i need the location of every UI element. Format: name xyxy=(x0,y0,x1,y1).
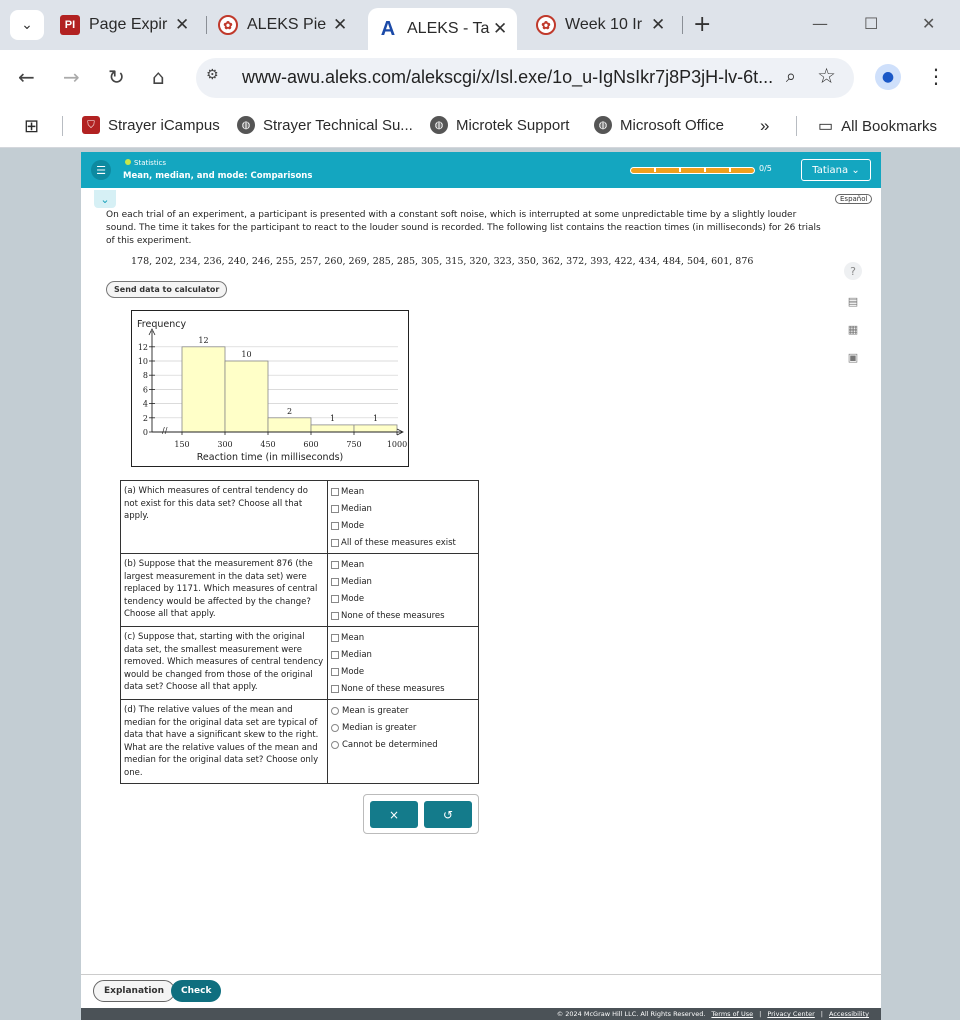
globe-icon: ◍ xyxy=(430,116,448,134)
reload-icon[interactable]: ↻ xyxy=(108,65,125,89)
x-tick-label: 300 xyxy=(217,440,233,449)
checkbox-icon[interactable] xyxy=(331,634,339,642)
histogram-bar xyxy=(182,347,225,432)
question-text: (b) Suppose that the measurement 876 (the largest measurement in the data set) were replaced by 1171. Which measures of central tendency would be affected by the change? Choose all that apply. xyxy=(121,554,328,627)
question-text: (d) The relative values of the mean and median for the original data set are typical of data that have a significant skew to the right. What are the relative values of the mean and median for the original data set? Choose only one. xyxy=(121,700,328,784)
option-label: Median xyxy=(341,649,372,660)
bookmark-microtek-support[interactable] xyxy=(430,116,569,134)
checkbox-option[interactable] xyxy=(331,556,475,573)
send-to-calculator-button[interactable]: Send data to calculator xyxy=(106,281,227,298)
question-row xyxy=(121,627,479,700)
x-tick-label: 750 xyxy=(346,440,362,449)
browser-menu-icon[interactable]: ⋮ xyxy=(926,64,946,88)
problem-statement: On each trial of an experiment, a participant is presented with a constant soft noise, which is interrupted at some unpredictable time by a slightly louder sound. The time it takes for the participant to react to the louder sound is recorded. The following list contains the reaction times (in milliseconds) for 26 trials of this experiment. xyxy=(106,210,821,246)
status-dot-icon xyxy=(125,159,131,165)
bookmark-label: Microtek Support xyxy=(456,116,570,134)
answer-options xyxy=(328,700,479,784)
answer-options xyxy=(328,627,479,700)
undo-button[interactable]: ↺ xyxy=(424,801,472,828)
window-close-icon[interactable]: ✕ xyxy=(922,14,936,33)
bookmark-label: Strayer Technical Su... xyxy=(263,116,413,134)
aleks-page xyxy=(81,152,881,1020)
bookmark-label: Microsoft Office xyxy=(620,116,724,134)
x-tick-label: 450 xyxy=(260,440,276,449)
answer-options xyxy=(328,481,479,554)
bar-value-label: 10 xyxy=(241,350,252,359)
radio-icon[interactable] xyxy=(331,707,339,715)
option-label: All of these measures exist xyxy=(341,537,456,548)
bookmarks-bar xyxy=(0,106,960,148)
bar-value-label: 2 xyxy=(286,406,293,416)
aleks-flower-icon: ✿ xyxy=(536,15,556,35)
checkbox-option[interactable] xyxy=(331,607,475,624)
close-icon[interactable]: ✕ xyxy=(175,15,190,34)
tab-aleks-pie[interactable] xyxy=(218,8,347,42)
site-info-icon[interactable]: ⚙ xyxy=(206,67,219,83)
question-row xyxy=(121,481,479,554)
axis-break-mark: // xyxy=(162,426,168,435)
data-list: 178, 202, 234, 236, 240, 246, 255, 257, 260, 269, 285, 285, 305, 315, 320, 323, 350, 362, 372, 393, 422, 434, 484, 504, 601, 876 xyxy=(131,256,754,267)
checkbox-icon[interactable] xyxy=(331,522,339,530)
option-label: Cannot be determined xyxy=(342,739,438,750)
check-button[interactable]: Check xyxy=(171,980,221,1002)
answer-actions xyxy=(363,794,479,834)
bookmark-star-icon[interactable]: ☆ xyxy=(817,64,836,88)
option-label: Median xyxy=(341,576,372,587)
option-label: Mean xyxy=(341,632,365,643)
histogram-bar xyxy=(268,418,311,432)
histogram-bar xyxy=(311,425,354,432)
radio-option[interactable] xyxy=(331,736,475,753)
new-tab-button[interactable]: + xyxy=(693,12,712,37)
checkbox-option[interactable] xyxy=(331,517,475,534)
copyright-bar: © 2024 McGraw Hill LLC. All Rights Reserved. Terms of Use | Privacy Center | Accessibility xyxy=(81,1008,881,1020)
question-text: (c) Suppose that, starting with the original data set, the smallest measurement were removed. Which measures of central tendency would be changed from those of the original data set? Choose all that apply. xyxy=(121,627,328,700)
browser-tab-strip xyxy=(0,0,960,50)
tab-label: Week 10 Ir xyxy=(565,16,643,33)
y-tick-label: 12 xyxy=(137,342,148,352)
checkbox-icon[interactable] xyxy=(331,651,339,659)
option-label: None of these measures xyxy=(341,610,445,621)
explanation-button[interactable]: Explanation xyxy=(93,980,175,1002)
minimize-icon[interactable]: — xyxy=(812,14,828,33)
x-tick-label: 1000 xyxy=(386,440,408,449)
bookmark-strayer-technical[interactable] xyxy=(237,116,413,134)
checkbox-option[interactable] xyxy=(331,629,475,646)
globe-icon: ◍ xyxy=(237,116,255,134)
histogram-bar xyxy=(354,425,397,432)
bookmarks-overflow-button[interactable]: » xyxy=(760,116,770,135)
folder-icon: ▭ xyxy=(818,118,834,135)
maximize-icon[interactable]: ☐ xyxy=(864,14,879,33)
x-tick-label: 600 xyxy=(303,440,319,449)
y-axis-label: Frequency xyxy=(137,319,187,330)
user-menu-button[interactable]: Tatiana ⌄ xyxy=(801,159,871,181)
progress-count: 0/5 xyxy=(759,164,772,173)
globe-icon: ◍ xyxy=(594,116,612,134)
checkbox-icon[interactable] xyxy=(331,612,339,620)
x-axis-label: Reaction time (in milliseconds) xyxy=(196,452,344,463)
bar-value-label: 12 xyxy=(198,335,209,345)
browser-toolbar xyxy=(0,50,960,106)
question-text: (a) Which measures of central tendency do not exist for this data set? Choose all that apply. xyxy=(121,481,328,554)
tab-label: ALEKS Pie xyxy=(247,16,327,33)
histogram-bar xyxy=(225,361,268,432)
checkbox-option[interactable] xyxy=(331,590,475,607)
address-bar[interactable] xyxy=(196,58,854,98)
close-icon[interactable]: ✕ xyxy=(651,15,666,34)
checkbox-icon[interactable] xyxy=(331,685,339,693)
checkbox-icon[interactable] xyxy=(331,561,339,569)
strayer-shield-icon: ⛉ xyxy=(82,116,100,134)
bar-value-label: 1 xyxy=(372,413,379,423)
aleks-a-icon: A xyxy=(380,17,396,40)
question-table xyxy=(120,480,479,784)
checkbox-option[interactable] xyxy=(331,573,475,590)
radio-icon[interactable] xyxy=(331,741,339,749)
close-icon[interactable]: ✕ xyxy=(493,19,508,38)
accessibility-link[interactable]: Accessibility xyxy=(829,1010,869,1018)
aleks-header xyxy=(81,152,881,188)
tab-search-button[interactable] xyxy=(10,10,44,40)
bookmark-label: Strayer iCampus xyxy=(108,116,220,134)
option-label: Median is greater xyxy=(342,722,417,733)
tab-page-expired[interactable] xyxy=(60,8,189,42)
aleks-flower-icon: ✿ xyxy=(218,15,238,35)
all-bookmarks-label: All Bookmarks xyxy=(841,117,937,135)
topic-title: Mean, median, and mode: Comparisons xyxy=(123,171,313,181)
checkbox-option[interactable] xyxy=(331,680,475,697)
y-tick-label: 8 xyxy=(142,371,148,381)
checkbox-option[interactable] xyxy=(331,663,475,680)
checkbox-icon[interactable] xyxy=(331,578,339,586)
pi-favicon-icon: PI xyxy=(60,15,80,35)
tab-label: ALEKS - Ta xyxy=(407,20,490,37)
bar-value-label: 1 xyxy=(329,413,336,423)
option-label: Mode xyxy=(341,593,365,604)
option-label: Mean xyxy=(341,559,365,570)
answer-options xyxy=(328,554,479,627)
tab-label: Page Expir xyxy=(89,16,168,33)
calculator-icon[interactable]: ▦ xyxy=(847,322,859,336)
radio-option[interactable] xyxy=(331,702,475,719)
checkbox-icon[interactable] xyxy=(331,595,339,603)
question-row xyxy=(121,554,479,627)
copyright-text: © 2024 McGraw Hill LLC. All Rights Reserved. xyxy=(556,1010,706,1018)
tab-aleks-active[interactable] xyxy=(368,8,517,50)
dictionary-icon[interactable]: ▣ xyxy=(847,350,859,364)
zoom-icon[interactable]: ⌕ xyxy=(785,66,796,87)
option-label: None of these measures xyxy=(341,683,445,694)
checkbox-icon[interactable] xyxy=(331,539,339,547)
chevron-down-icon: ⌄ xyxy=(21,17,33,33)
radio-icon[interactable] xyxy=(331,724,339,732)
option-label: Mean is greater xyxy=(342,705,409,716)
checkbox-option[interactable] xyxy=(331,500,475,517)
back-icon[interactable]: ← xyxy=(18,65,35,89)
progress-bar xyxy=(630,167,755,174)
y-tick-label: 10 xyxy=(137,357,148,366)
subject-label: Statistics xyxy=(125,159,166,167)
chevron-down-icon: ⌄ xyxy=(851,164,860,176)
checkbox-option[interactable] xyxy=(331,534,475,551)
bookmark-microsoft-office[interactable] xyxy=(594,116,724,134)
x-tick-label: 150 xyxy=(174,440,190,449)
privacy-link[interactable]: Privacy Center xyxy=(767,1010,815,1018)
checkbox-icon[interactable] xyxy=(331,488,339,496)
y-tick-label: 0 xyxy=(142,428,148,437)
apps-grid-icon[interactable]: ⊞ xyxy=(24,116,40,136)
menu-icon[interactable]: ☰ xyxy=(91,160,111,180)
option-label: Mode xyxy=(341,666,365,677)
checkbox-option[interactable] xyxy=(331,646,475,663)
textbook-icon[interactable]: ▤ xyxy=(847,294,859,308)
y-tick-label: 4 xyxy=(142,399,148,409)
forward-icon[interactable]: → xyxy=(63,65,80,89)
bookmark-strayer-icampus[interactable] xyxy=(82,116,220,134)
histogram-chart xyxy=(131,310,409,467)
question-row xyxy=(121,700,479,784)
help-icon[interactable]: ? xyxy=(844,262,862,280)
checkbox-icon[interactable] xyxy=(331,505,339,513)
all-bookmarks-button[interactable] xyxy=(818,116,937,136)
y-tick-label: 6 xyxy=(142,385,148,395)
espanol-button[interactable]: Español xyxy=(835,194,872,204)
checkbox-icon[interactable] xyxy=(331,668,339,676)
histogram-svg xyxy=(132,311,410,468)
clear-button[interactable]: × xyxy=(370,801,418,828)
checkbox-option[interactable] xyxy=(331,483,475,500)
chevron-down-icon: ⌄ xyxy=(100,192,110,206)
y-tick-label: 2 xyxy=(142,413,148,423)
terms-link[interactable]: Terms of Use xyxy=(711,1010,754,1018)
url-text[interactable]: www-awu.aleks.com/alekscgi/x/Isl.exe/1o_u-IgNsIkr7j8P3jH-lv-6t... xyxy=(242,67,774,87)
radio-option[interactable] xyxy=(331,719,475,736)
option-label: Median xyxy=(341,503,372,514)
collapse-header-button[interactable] xyxy=(94,190,116,208)
profile-avatar-icon[interactable]: ● xyxy=(875,64,901,90)
option-label: Mode xyxy=(341,520,365,531)
close-icon[interactable]: ✕ xyxy=(333,15,348,34)
home-icon[interactable]: ⌂ xyxy=(152,65,165,89)
option-label: Mean xyxy=(341,486,365,497)
tab-week-10[interactable] xyxy=(536,8,665,42)
